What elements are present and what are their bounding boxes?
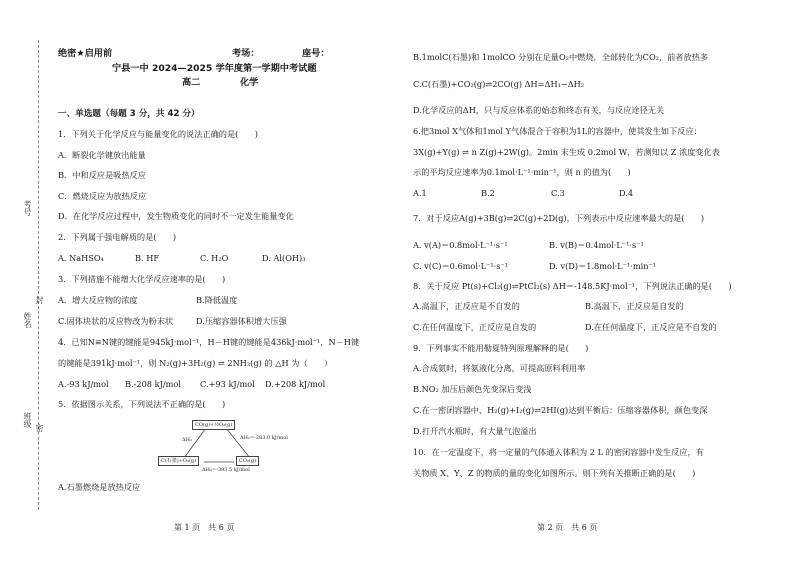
q3: 3．下列措施不能增大化学反应速率的是( ) — [58, 274, 226, 284]
class-label: 班级 — [23, 412, 32, 428]
q5-a: A.石墨燃烧是放热反应 — [58, 482, 141, 492]
q6-d: D.4 — [619, 188, 634, 198]
diagram-dh2: ΔH₂=-283.0 kJ/mol — [240, 435, 288, 441]
q1-c: C．燃烧反应为放热反应 — [58, 191, 147, 201]
q5-d: D.化学反应的ΔH，只与反应体系的始态和终态有关，与反应途径无关 — [413, 105, 665, 115]
q4-a: A.-93 kJ/mol — [58, 379, 109, 389]
q8-a: A.高温下，正反应是不自发的 — [413, 301, 520, 311]
q7-b: B. v(B)＝0.4mol·L⁻¹·s⁻¹ — [549, 240, 644, 250]
diagram-dh1: ΔH₁ — [182, 437, 192, 443]
q6-cont-1: 3X(g)+Y(g) ⇌ n Z(g)+2W(g)。2min 末生成 0.2mol W，若测知以 Z 浓度变化表 — [413, 147, 720, 157]
q6-b: B.2 — [481, 188, 495, 198]
q1: 1．下列关于化学反应与能量变化的说法正确的是( ) — [58, 129, 258, 139]
q1-b: B．中和反应是吸热反应 — [58, 170, 146, 180]
q3-d: D.压缩容器体积增大压强 — [196, 316, 287, 326]
q2-b: B. HF — [135, 253, 160, 263]
q9-c: C.在一密闭容器中，H₂(g)+I₂(g)⇌2HI(g)达到平衡后：压缩容器体积，颜色变深 — [413, 405, 708, 415]
q7-c: C. v(C)＝0.6mol·L⁻¹·s⁻¹ — [413, 261, 509, 271]
q10: 10．在一定温度下，将一定量的气体通入体积为 2 L 的密闭容器中发生反应，有 — [413, 447, 704, 457]
q4: 4．已知N≡N键的键能是945kJ·mol⁻¹，H－H键的键能是436kJ·mol⁻¹，N－H键 — [58, 337, 360, 347]
q9-d: D.打开汽水瓶时，有大量气泡溢出 — [413, 426, 537, 436]
q8: 8．关于反应 Pt(s)+Cl₂(g)⇌PtCl₂(s) ΔH＝-148.5KJ·mol⁻¹，下列说法正确的是( ) — [413, 281, 732, 291]
line-label: 密 — [35, 424, 44, 432]
exam-no-label: 考号 — [23, 200, 32, 216]
diagram-top-box: CO(g)+½O₂(g) — [192, 420, 235, 430]
page-footer-2: 第 2 页 共 6 页 — [537, 523, 598, 532]
q9-b: B.NO₂ 加压后颜色先变深后变浅 — [413, 384, 532, 394]
q5-c: C.C(石墨)+CO₂(g)⇌2CO(g) ΔH=ΔH₁−ΔH₂ — [413, 79, 585, 89]
diagram-dh3: ΔH₃=-393.5 kJ/mol — [202, 467, 250, 473]
seat-label: 座号： — [302, 48, 330, 59]
right-page — [397, 0, 794, 561]
q8-c: C.在任何温度下，正反应是自发的 — [413, 322, 537, 332]
q6: 6.把3mol X气体和1mol Y气体混合于容积为1L的容器中，使其发生如下反应： — [413, 126, 702, 136]
q2: 2．下列属于强电解质的是( ) — [58, 232, 177, 242]
q2-d: D. Al(OH)₃ — [262, 253, 306, 263]
q7: 7．对于反应A(g)+3B(g)⇌2C(g)+2D(g)，下列表示中反应速率最大的是( ) — [413, 213, 705, 223]
q7-d: D. v(D)＝1.8mol·L⁻¹·min⁻¹ — [549, 261, 657, 271]
q2-c: C. H₂O — [200, 253, 229, 263]
secret-label: 绝密★启用前 — [58, 48, 113, 59]
q9: 9．下列事实不能用勒夏特列原理解释的是( ) — [413, 343, 589, 353]
q5: 5．依据图示关系，下列说法不正确的是( ) — [58, 399, 226, 409]
q7-a: A. v(A)＝0.8mol·L⁻¹·s⁻¹ — [413, 240, 508, 250]
grade-label: 高二 — [182, 77, 201, 88]
q4-cont: 的键能是391kJ·mol⁻¹，则 N₂(g)+3H₂(g) ⇌ 2NH₃(g) 的 △H 为（ ） — [58, 358, 333, 368]
q8-d: D.在任何温度下，正反应是不自发的 — [585, 322, 717, 332]
q8-b: B.高温下，正反应是自发的 — [585, 301, 684, 311]
q1-d: D．在化学反应过程中，发生物质变化的同时不一定发生能量变化 — [58, 211, 294, 221]
diagram-right-box: CO₂(g) — [236, 456, 259, 466]
q9-a: A.合成氨时，将氨液化分离，可提高原料利用率 — [413, 363, 586, 373]
exam-title: 宁县一中 2024—2025 学年度第一学期中考试题 — [112, 63, 317, 74]
q4-b: B.-208 kJ/mol — [125, 379, 181, 389]
q3-c: C.固体块状的反应物改为粉末状 — [58, 316, 174, 326]
q5-b: B.1molC(石墨)和 1molCO 分别在足量O₂中燃烧，全部转化为CO₂，前者放热多 — [413, 52, 709, 62]
q4-c: C.+93 kJ/mol — [200, 379, 255, 389]
diagram-left-box: C(石墨)+O₂(g) — [158, 456, 199, 466]
q3-b: B.降低温度 — [196, 295, 238, 305]
room-label: 考场： — [232, 48, 260, 59]
q3-a: A．增大反应物的浓度 — [58, 295, 138, 305]
q2-a: A. NaHSO₄ — [58, 253, 104, 263]
q10-cont: 关物质 X、Y、Z 的物质的量的变化如图所示。则下列有关推断正确的是( ) — [413, 468, 696, 478]
q6-a: A.1 — [413, 188, 427, 198]
q6-c: C.3 — [551, 188, 565, 198]
q4-d: D.+208 kJ/mol — [265, 379, 326, 389]
seal-label: 封 — [35, 296, 44, 304]
section-title: 一、单选题（每题 3 分，共 42 分） — [58, 109, 200, 119]
subject-label: 化学 — [240, 77, 259, 88]
q6-cont-2: 示的平均反应速率为0.1mol·L⁻¹·min⁻¹，则 n 的值为( ) — [413, 167, 631, 177]
name-label: 姓名 — [23, 312, 32, 328]
energy-diagram — [158, 418, 300, 476]
page-footer-1: 第 1 页 共 6 页 — [174, 523, 235, 532]
right-content — [397, 0, 794, 561]
q1-a: A．断裂化学键放出能量 — [58, 150, 146, 160]
